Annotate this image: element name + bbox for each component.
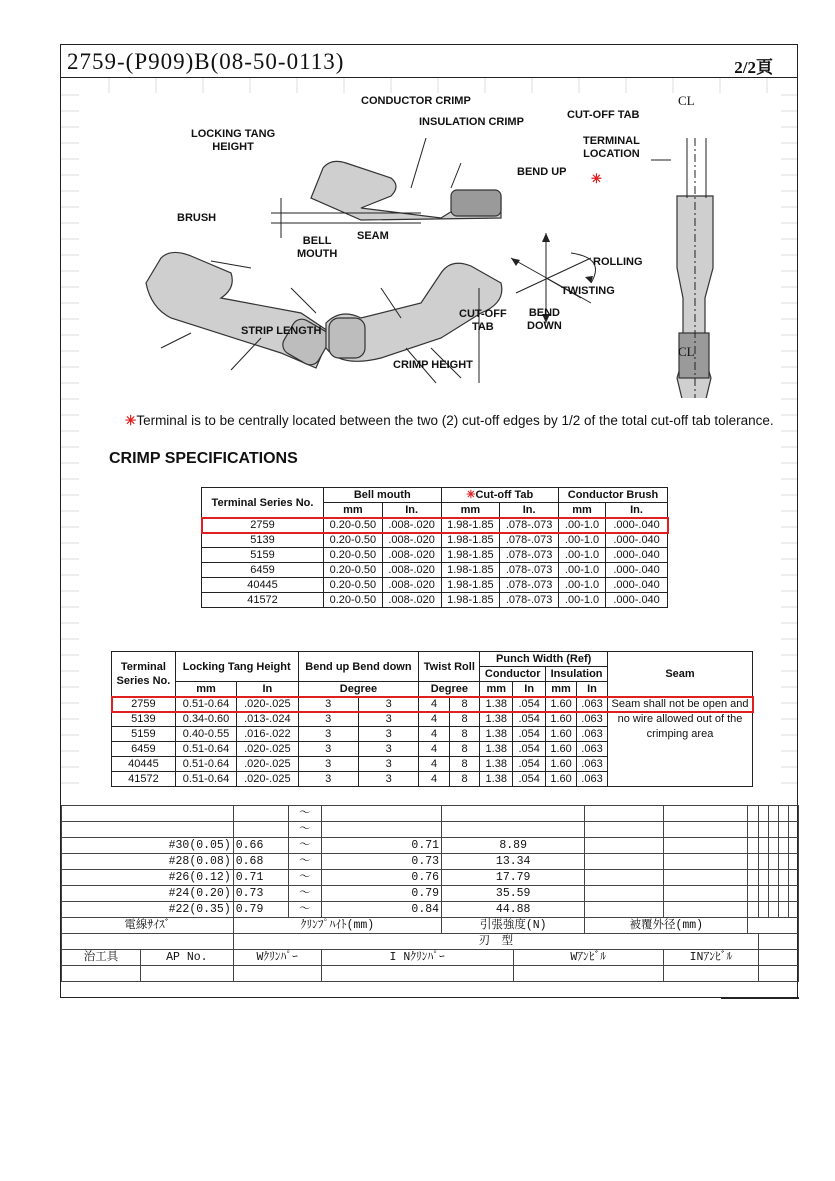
t2-cell-ci: .054	[513, 712, 546, 727]
h-ap: AP No.	[140, 950, 233, 966]
empty-cell	[758, 838, 768, 854]
crimp-max: 0.84	[321, 902, 441, 918]
empty-cell	[778, 886, 788, 902]
empty-cell	[585, 886, 664, 902]
empty-cell	[788, 838, 798, 854]
label-cut-off-tab-top: CUT-OFF TAB	[567, 109, 640, 121]
h-in-crimper: I Nｸﾘﾝﾊﾟｰ	[321, 950, 513, 966]
t2-cell-li: .020-.025	[237, 772, 298, 787]
tensile-force: 13.34	[442, 854, 585, 870]
empty-cell	[748, 902, 759, 918]
t2-h-lock: Locking Tang Height	[175, 652, 298, 682]
label-bell-mouth: BELL MOUTH	[297, 235, 338, 260]
locking-tang-table	[111, 651, 753, 787]
t1-cell-ri: .000-.040	[606, 533, 668, 548]
t1-h-in: In.	[606, 503, 668, 518]
empty-cell	[778, 806, 788, 822]
page-title: 2759-(P909)B(08-50-0113)	[67, 49, 345, 74]
empty-cell	[768, 902, 778, 918]
empty-cell	[585, 854, 664, 870]
crimp-min	[233, 806, 288, 822]
wire-gauge	[62, 806, 234, 822]
t1-cell-ci: .078-.073	[500, 548, 559, 563]
h-tensile: 引張強度(N)	[442, 918, 585, 934]
empty-cell	[585, 806, 664, 822]
t2-cell-ci: .054	[513, 727, 546, 742]
wire-gauge: #22(0.35)	[62, 902, 234, 918]
t1-cell-cm: 1.98-1.85	[441, 533, 500, 548]
wire-gauge: #30(0.05)	[62, 838, 234, 854]
t2-cell-s: 5139	[112, 712, 176, 727]
empty-cell	[768, 886, 778, 902]
t1-h-series: Terminal Series No.	[202, 488, 324, 518]
t2-h-in: In	[513, 682, 546, 697]
t1-cell-bi: .008-.020	[382, 593, 441, 608]
label-strip-length: STRIP LENGTH	[241, 325, 322, 337]
t2-cell-li: .020-.025	[237, 757, 298, 772]
t2-cell-bd: 3	[358, 742, 418, 757]
crimp-max: 0.79	[321, 886, 441, 902]
t2-cell-ii: .063	[577, 727, 608, 742]
empty-cell	[788, 854, 798, 870]
tensile-force	[442, 806, 585, 822]
crimp-min: 0.66	[233, 838, 288, 854]
terminal-right-wire	[329, 318, 365, 358]
crimp-min: 0.79	[233, 902, 288, 918]
t2-cell-bu: 3	[298, 742, 358, 757]
empty-cell	[663, 886, 747, 902]
t2-cell-s: 2759	[112, 697, 176, 712]
note-asterisk: ✳	[125, 413, 137, 428]
crimp-max: 0.76	[321, 870, 441, 886]
t1-cell-bi: .008-.020	[382, 578, 441, 593]
centering-note	[125, 413, 774, 429]
t2-cell-im: 1.60	[546, 742, 577, 757]
empty-cell	[788, 870, 798, 886]
lower-row	[62, 806, 799, 822]
t2-cell-lm: 0.51-0.64	[175, 757, 236, 772]
empty-cell	[585, 870, 664, 886]
t1-cell-ri: .000-.040	[606, 518, 668, 533]
empty-cell	[663, 902, 747, 918]
empty-cell	[768, 822, 778, 838]
t2-cell-ci: .054	[513, 742, 546, 757]
t1-cell-s: 6459	[202, 563, 324, 578]
empty-cell	[748, 886, 759, 902]
t1-cell-s: 41572	[202, 593, 324, 608]
t1-cell-ci: .078-.073	[500, 563, 559, 578]
empty-cell	[748, 854, 759, 870]
t2-h-conductor: Conductor	[480, 667, 546, 682]
empty-cell	[768, 854, 778, 870]
t1-asterisk: ✳	[466, 489, 476, 501]
t1-cell-ci: .078-.073	[500, 578, 559, 593]
t2-cell-im: 1.60	[546, 757, 577, 772]
label-twisting: TWISTING	[561, 285, 615, 297]
t2-cell-bu: 3	[298, 697, 358, 712]
empty-cell	[788, 886, 798, 902]
t2-cell-im: 1.60	[546, 772, 577, 787]
empty-cell	[663, 806, 747, 822]
empty-cell	[788, 822, 798, 838]
t2-cell-lm: 0.51-0.64	[175, 742, 236, 757]
label-brush: BRUSH	[177, 212, 217, 224]
tensile-force: 17.79	[442, 870, 585, 886]
t2-cell-tw: 4	[419, 772, 449, 787]
t2-h-mm: mm	[480, 682, 513, 697]
t2-h-twist: Twist Roll	[419, 652, 480, 682]
t1-cell-ci: .078-.073	[500, 593, 559, 608]
t2-h-degree: Degree	[419, 682, 480, 697]
t1-cell-bm: 0.20-0.50	[324, 563, 383, 578]
t1-h-brush: Conductor Brush	[559, 488, 668, 503]
t2-cell-lm: 0.51-0.64	[175, 772, 236, 787]
t1-cell-cm: 1.98-1.85	[441, 548, 500, 563]
t1-cell-bm: 0.20-0.50	[324, 533, 383, 548]
empty-cell	[768, 870, 778, 886]
t1-cell-rm: .00-1.0	[559, 548, 606, 563]
t2-cell-ro: 8	[449, 742, 479, 757]
t1-h-in: In.	[500, 503, 559, 518]
t1-cell-rm: .00-1.0	[559, 518, 606, 533]
t2-cell-cm: 1.38	[480, 757, 513, 772]
empty-cell	[758, 822, 768, 838]
empty-cell	[663, 822, 747, 838]
empty-cell	[778, 870, 788, 886]
t2-cell-bd: 3	[358, 712, 418, 727]
empty-cell	[758, 902, 768, 918]
t2-cell-ro: 8	[449, 712, 479, 727]
label-conductor-crimp: CONDUCTOR CRIMP	[361, 95, 471, 107]
tilde: ～	[288, 806, 321, 822]
t2-cell-bu: 3	[298, 772, 358, 787]
empty-cell	[748, 838, 759, 854]
label-rolling: ROLLING	[593, 256, 643, 268]
label-crimp-height: CRIMP HEIGHT	[393, 359, 473, 371]
empty-cell	[758, 886, 768, 902]
bell-mouth-table	[201, 487, 668, 608]
t1-h-cutoff: ✳Cut-off Tab	[441, 488, 559, 503]
t2-cell-lm: 0.40-0.55	[175, 727, 236, 742]
t2-cell-bu: 3	[298, 757, 358, 772]
empty-cell	[778, 902, 788, 918]
t1-h-in: In.	[382, 503, 441, 518]
table-row	[202, 533, 668, 548]
t2-cell-li: .020-.025	[237, 742, 298, 757]
empty-cell	[585, 838, 664, 854]
t2-cell-im: 1.60	[546, 697, 577, 712]
terminal-top-wire	[451, 190, 501, 216]
crimp-max	[321, 822, 441, 838]
label-terminal-location: TERMINAL LOCATION	[583, 135, 640, 160]
empty-cell	[748, 870, 759, 886]
seam-text: Seam shall not be open and no wire allowed out of the crimping area	[608, 697, 753, 787]
label-cut-off-tab: CUT-OFF TAB	[459, 308, 507, 333]
t1-cell-ri: .000-.040	[606, 563, 668, 578]
t1-cell-rm: .00-1.0	[559, 533, 606, 548]
t1-cell-bm: 0.20-0.50	[324, 578, 383, 593]
label-locking-tang-height: LOCKING TANG HEIGHT	[191, 128, 276, 153]
t1-cell-cm: 1.98-1.85	[441, 578, 500, 593]
t1-cell-s: 5159	[202, 548, 324, 563]
t1-h-mm: mm	[441, 503, 500, 518]
label-bend-down: BEND DOWN	[527, 307, 562, 332]
t2-cell-tw: 4	[419, 697, 449, 712]
tilde: ～	[288, 886, 321, 902]
crimp-min	[233, 822, 288, 838]
t2-cell-bd: 3	[358, 727, 418, 742]
t2-cell-cm: 1.38	[480, 727, 513, 742]
t1-cell-cm: 1.98-1.85	[441, 518, 500, 533]
t2-cell-li: .016-.022	[237, 727, 298, 742]
t1-cell-ci: .078-.073	[500, 533, 559, 548]
t2-cell-cm: 1.38	[480, 697, 513, 712]
t2-h-degree: Degree	[298, 682, 419, 697]
label-bend-up: BEND UP	[517, 166, 567, 178]
empty-cell	[758, 854, 768, 870]
h-w-crimper: Wｸﾘﾝﾊﾟｰ	[233, 950, 321, 966]
empty-cell	[778, 854, 788, 870]
t2-cell-tw: 4	[419, 757, 449, 772]
t2-cell-tw: 4	[419, 727, 449, 742]
crimp-min: 0.71	[233, 870, 288, 886]
t2-cell-lm: 0.34-0.60	[175, 712, 236, 727]
tensile-force: 8.89	[442, 838, 585, 854]
lower-row	[62, 822, 799, 838]
t2-cell-li: .013-.024	[237, 712, 298, 727]
table-row	[202, 578, 668, 593]
t1-h-mm: mm	[324, 503, 383, 518]
empty-cell	[788, 902, 798, 918]
t2-cell-tw: 4	[419, 742, 449, 757]
t1-cell-bi: .008-.020	[382, 563, 441, 578]
corner-rule	[721, 997, 799, 999]
t2-cell-cm: 1.38	[480, 742, 513, 757]
t2-cell-ro: 8	[449, 757, 479, 772]
t2-cell-ii: .063	[577, 742, 608, 757]
t2-h-in: In	[237, 682, 298, 697]
empty-cell	[758, 870, 768, 886]
t2-cell-tw: 4	[419, 712, 449, 727]
wire-crimp-table	[61, 805, 799, 982]
asterisk-mark: ✳	[591, 171, 602, 186]
t1-cell-cm: 1.98-1.85	[441, 593, 500, 608]
t1-cell-ci: .078-.073	[500, 518, 559, 533]
t1-cell-s: 2759	[202, 518, 324, 533]
t2-cell-ii: .063	[577, 757, 608, 772]
t2-cell-ci: .054	[513, 757, 546, 772]
h-in-anvil: INｱﾝﾋﾞﾙ	[663, 950, 758, 966]
t2-cell-ci: .054	[513, 697, 546, 712]
t1-cell-bi: .008-.020	[382, 548, 441, 563]
label-cl-bottom: CL	[678, 344, 695, 359]
wire-gauge: #28(0.08)	[62, 854, 234, 870]
empty-cell	[585, 822, 664, 838]
empty-cell	[778, 838, 788, 854]
t2-cell-s: 40445	[112, 757, 176, 772]
table-row	[202, 518, 668, 533]
empty-cell	[788, 806, 798, 822]
tilde: ～	[288, 822, 321, 838]
note-text: Terminal is to be centrally located between the two (2) cut-off edges by 1/2 of the total cut-off tab tolerance.	[136, 413, 774, 428]
page-number: 2/2頁	[734, 58, 773, 77]
empty-cell	[748, 822, 759, 838]
wire-gauge	[62, 822, 234, 838]
lower-row	[62, 838, 799, 854]
t2-cell-s: 6459	[112, 742, 176, 757]
t1-cell-bm: 0.20-0.50	[324, 593, 383, 608]
wire-gauge: #24(0.20)	[62, 886, 234, 902]
t1-h-bell: Bell mouth	[324, 488, 442, 503]
t1-cell-rm: .00-1.0	[559, 578, 606, 593]
tensile-force: 44.88	[442, 902, 585, 918]
t2-cell-bd: 3	[358, 772, 418, 787]
t2-h-in: In	[577, 682, 608, 697]
t2-cell-bd: 3	[358, 697, 418, 712]
t1-cell-bm: 0.20-0.50	[324, 548, 383, 563]
t1-cell-bi: .008-.020	[382, 518, 441, 533]
h-od: 被覆外径(mm)	[585, 918, 748, 934]
empty-cell	[758, 806, 768, 822]
h-w-anvil: Wｱﾝﾋﾞﾙ	[513, 950, 663, 966]
t2-cell-ii: .063	[577, 772, 608, 787]
t2-h-mm: mm	[546, 682, 577, 697]
t2-cell-ro: 8	[449, 727, 479, 742]
t2-cell-cm: 1.38	[480, 772, 513, 787]
lower-row	[62, 870, 799, 886]
h-tool: 治工具	[62, 950, 141, 966]
t1-cell-rm: .00-1.0	[559, 593, 606, 608]
t2-h-insulation: Insulation	[546, 667, 608, 682]
t2-h-mm: mm	[175, 682, 236, 697]
table-row	[202, 563, 668, 578]
empty-cell	[585, 902, 664, 918]
tilde: ～	[288, 854, 321, 870]
t2-h-punch: Punch Width (Ref)	[480, 652, 608, 667]
t2-h-bend: Bend up Bend down	[298, 652, 419, 682]
crimp-max	[321, 806, 441, 822]
t2-cell-ii: .063	[577, 697, 608, 712]
t2-cell-s: 41572	[112, 772, 176, 787]
t1-h-mm: mm	[559, 503, 606, 518]
empty-cell	[663, 870, 747, 886]
empty-cell	[663, 838, 747, 854]
empty-cell	[768, 806, 778, 822]
lower-row	[62, 854, 799, 870]
t1-cell-ri: .000-.040	[606, 548, 668, 563]
tilde: ～	[288, 870, 321, 886]
t2-cell-ro: 8	[449, 772, 479, 787]
t2-cell-im: 1.60	[546, 727, 577, 742]
t2-cell-li: .020-.025	[237, 697, 298, 712]
h-blade: 刃 型	[233, 934, 758, 950]
h-wire-size: 電線ｻｲｽﾞ	[62, 918, 234, 934]
t2-cell-bu: 3	[298, 712, 358, 727]
empty-cell	[663, 854, 747, 870]
t1-cell-bi: .008-.020	[382, 533, 441, 548]
t2-cell-ci: .054	[513, 772, 546, 787]
t2-cell-s: 5159	[112, 727, 176, 742]
lower-row	[62, 886, 799, 902]
h-crimp-height: ｸﾘﾝﾌﾟﾊｲﾄ(mm)	[233, 918, 441, 934]
t2-cell-im: 1.60	[546, 712, 577, 727]
t2-cell-ii: .063	[577, 712, 608, 727]
t2-h-seam: Seam	[608, 652, 753, 697]
crimp-min: 0.68	[233, 854, 288, 870]
empty-cell	[748, 806, 759, 822]
crimp-min: 0.73	[233, 886, 288, 902]
t2-cell-lm: 0.51-0.64	[175, 697, 236, 712]
crimp-max: 0.73	[321, 854, 441, 870]
t2-cell-ro: 8	[449, 697, 479, 712]
label-cl-top: CL	[678, 93, 695, 108]
t1-cell-ri: .000-.040	[606, 593, 668, 608]
t1-cell-rm: .00-1.0	[559, 563, 606, 578]
t1-cell-s: 5139	[202, 533, 324, 548]
t2-h-series: Terminal Series No.	[112, 652, 176, 697]
t2-cell-bu: 3	[298, 727, 358, 742]
tilde: ～	[288, 838, 321, 854]
label-insulation-crimp: INSULATION CRIMP	[419, 116, 524, 128]
tensile-force: 35.59	[442, 886, 585, 902]
crimp-spec-title: CRIMP SPECIFICATIONS	[109, 450, 298, 467]
t2-cell-bd: 3	[358, 757, 418, 772]
tilde: ～	[288, 902, 321, 918]
table-row	[112, 697, 753, 712]
table-row	[202, 548, 668, 563]
t1-cell-s: 40445	[202, 578, 324, 593]
spec-sheet	[60, 44, 798, 998]
t2-cell-cm: 1.38	[480, 712, 513, 727]
crimp-max: 0.71	[321, 838, 441, 854]
t1-cell-cm: 1.98-1.85	[441, 563, 500, 578]
wire-gauge: #26(0.12)	[62, 870, 234, 886]
table-row	[202, 593, 668, 608]
t1-cell-ri: .000-.040	[606, 578, 668, 593]
tensile-force	[442, 822, 585, 838]
empty-cell	[778, 822, 788, 838]
lower-row	[62, 902, 799, 918]
empty-cell	[768, 838, 778, 854]
label-seam: SEAM	[357, 230, 389, 242]
t1-cell-bm: 0.20-0.50	[324, 518, 383, 533]
